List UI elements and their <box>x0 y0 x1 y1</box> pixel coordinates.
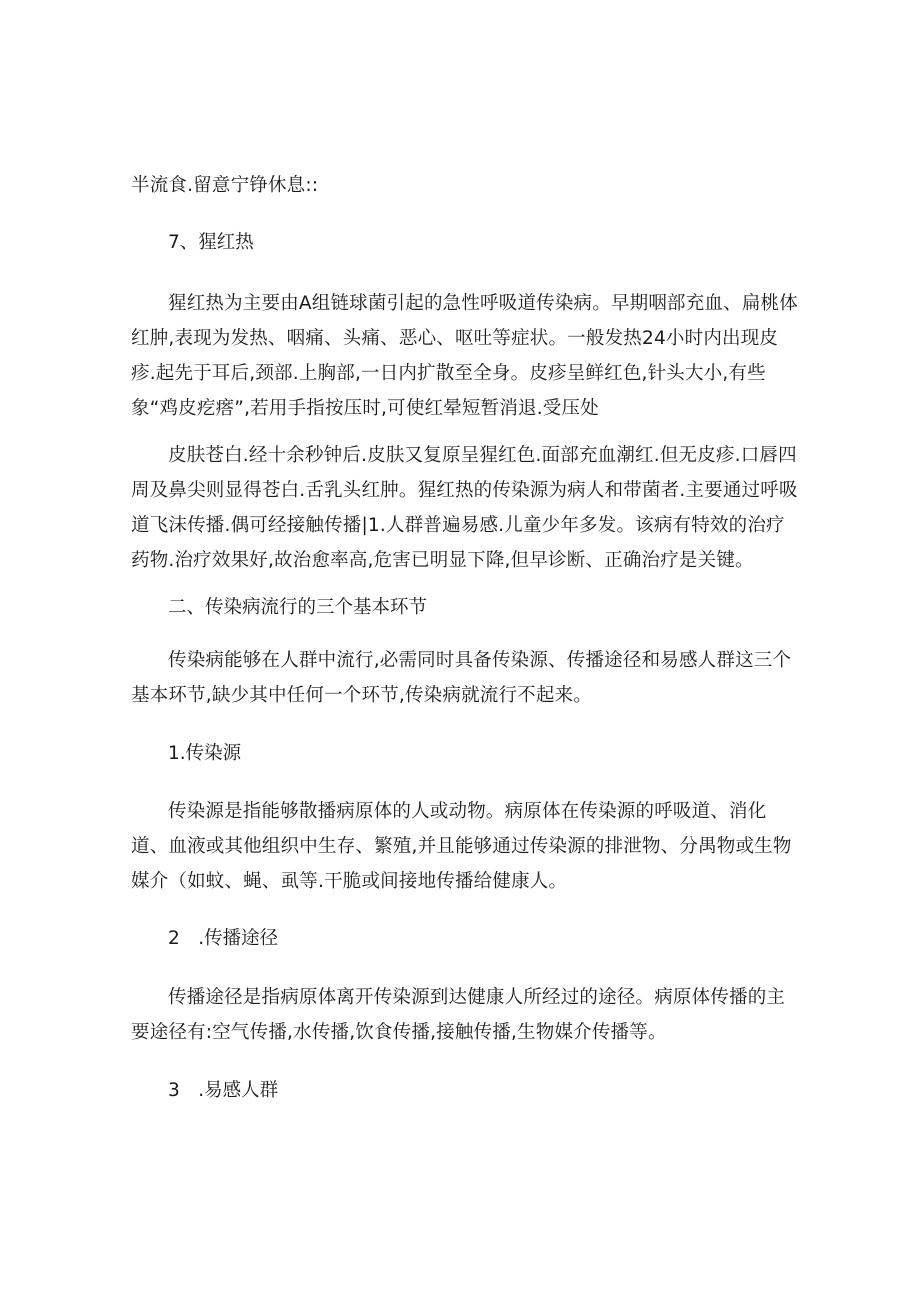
heading-transmission-route: 2 .传播途径 <box>168 928 279 949</box>
paragraph-transmission-route: 传播途径是指病原体离开传染源到达健康人所经过的途径。病原体传播的主要途径有:空气传播,水传播,饮食传播,接触传播,生物媒介传播等。 <box>131 987 786 1043</box>
paragraph-scarlet-fever-description: 猩红热为主要由A组链球菌引起的急性呼吸道传染病。早期咽部充血、扁桃体红肿,表现为发热、咽痛、头痛、恶心、呕吐等症状。一般发热24小时内出现皮疹.起先于耳后,颈部.上胸部,一日内扩散至全身。皮疹呈鲜红色,针头大小,有些象“鸡皮疙瘩”,若用手指按压时,可使红晕短暂消退.受压处 <box>131 293 798 419</box>
heading-scarlet-fever: 7、猩红热 <box>168 232 254 253</box>
heading-section-two: 二、传染病流行的三个基本环节 <box>168 597 428 618</box>
paragraph-scarlet-fever-transmission: 皮肤苍白.经十余秒钟后.皮肤又复原呈猩红色.面部充血潮红.但无皮疹.口唇四周及鼻尖则显得苍白.舌乳头红肿。猩红热的传染源为病人和带菌者.主要通过呼吸道飞沫传播.偶可经接触传播|1.人群普遍易感.儿童少年多发。该病有特效的治疗药物.治疗效果好,故治愈率高,危害已明显下降,但早诊断、正确治疗是关键。 <box>131 445 798 571</box>
heading-source-of-infection: 1.传染源 <box>168 743 242 764</box>
paragraph-source-of-infection: 传染源是指能够散播病原体的人或动物。病原体在传染源的呼吸道、消化道、血液或其他组织中生存、繁殖,并且能够通过传染源的排泄物、分禺物或生物媒介（如蚊、蝇、虱等.干脆或间接地传播给健康人。 <box>131 801 792 892</box>
paragraph-continuation: 半流食.留意宁铮休息:: <box>131 175 319 196</box>
heading-susceptible-population: 3 .易感人群 <box>168 1080 279 1101</box>
paragraph-three-links: 传染病能够在人群中流行,必需同时具备传染源、传播途径和易感人群这三个基本环节,缺少其中任何一个环节,传染病就流行不起来。 <box>131 650 792 706</box>
